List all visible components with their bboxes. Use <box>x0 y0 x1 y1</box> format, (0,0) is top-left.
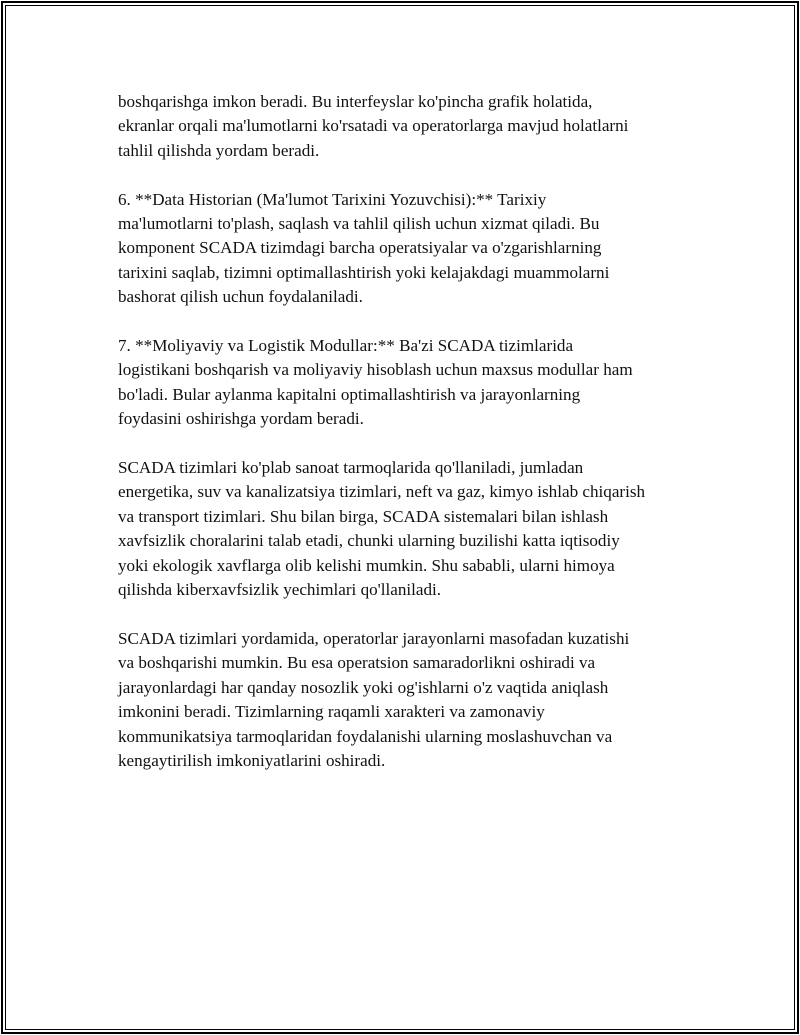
text-line: ekranlar orqali ma'lumotlarni ko'rsatadi va operatorlarga mavjud holatlarni <box>118 116 629 136</box>
paragraph-financial-logistics-modules <box>118 334 698 432</box>
text-line: boshqarishga imkon beradi. Bu interfeyslar ko'pincha grafik holatida, <box>118 92 593 111</box>
text-line: xavfsizlik choralarini talab etadi, chunki ularning buzilishi katta iqtisodiy <box>118 531 620 551</box>
text-line: SCADA tizimlari ko'plab sanoat tarmoqlarida qo'llaniladi, jumladan <box>118 458 584 478</box>
paragraph-interfaces-continuation <box>118 90 698 163</box>
text-line: tahlil qilishda yordam beradi. <box>118 140 320 160</box>
text-line: bo'ladi. Bular aylanma kapitalni optimallashtirish va jarayonlarning <box>118 384 581 404</box>
text-line: kengaytirilish imkoniyatlarini oshiradi. <box>118 750 386 770</box>
text-line: komponent SCADA tizimdagi barcha operatsiyalar va o'zgarishlarning <box>118 238 602 258</box>
paragraph-scada-remote-operation <box>118 627 698 773</box>
document-body <box>118 90 698 798</box>
text-line: foydasini oshirishga yordam beradi. <box>118 409 364 429</box>
text-line: SCADA tizimlari yordamida, operatorlar jarayonlarni masofadan kuzatishi <box>118 628 630 648</box>
text-line: yoki ekologik xavflarga olib kelishi mumkin. Shu sababli, ularni himoya <box>118 555 615 575</box>
text-line: bashorat qilish uchun foydalaniladi. <box>118 287 363 307</box>
text-line: va transport tizimlari. Shu bilan birga, SCADA sistemalari bilan ishlash <box>118 506 609 526</box>
text-line: imkonini beradi. Tizimlarning raqamli xarakteri va zamonaviy <box>118 702 545 722</box>
text-line: ma'lumotlarni to'plash, saqlash va tahlil qilish uchun xizmat qiladi. Bu <box>118 214 600 234</box>
text-line: 7. **Moliyaviy va Logistik Modullar:** Ba'zi SCADA tizimlarida <box>118 336 574 356</box>
text-line: va boshqarishi mumkin. Bu esa operatsion samaradorlikni oshiradi va <box>118 653 596 673</box>
paragraph-data-historian <box>118 188 698 310</box>
text-line: tarixini saqlab, tizimni optimallashtirish yoki kelajakdagi muammolarni <box>118 262 610 282</box>
paragraph-scada-industries <box>118 456 698 602</box>
text-line: logistikani boshqarish va moliyaviy hisoblash uchun maxsus modullar ham <box>118 360 633 380</box>
text-line: jarayonlardagi har qanday nosozlik yoki og'ishlarni o'z vaqtida aniqlash <box>118 677 609 697</box>
text-line: 6. **Data Historian (Ma'lumot Tarixini Yozuvchisi):** Tarixiy <box>118 189 547 209</box>
text-line: qilishda kiberxavfsizlik yechimlari qo'llaniladi. <box>118 580 442 600</box>
text-line: kommunikatsiya tarmoqlaridan foydalanishi ularning moslashuvchan va <box>118 726 613 746</box>
text-line: energetika, suv va kanalizatsiya tizimlari, neft va gaz, kimyo ishlab chiqarish <box>118 482 646 502</box>
